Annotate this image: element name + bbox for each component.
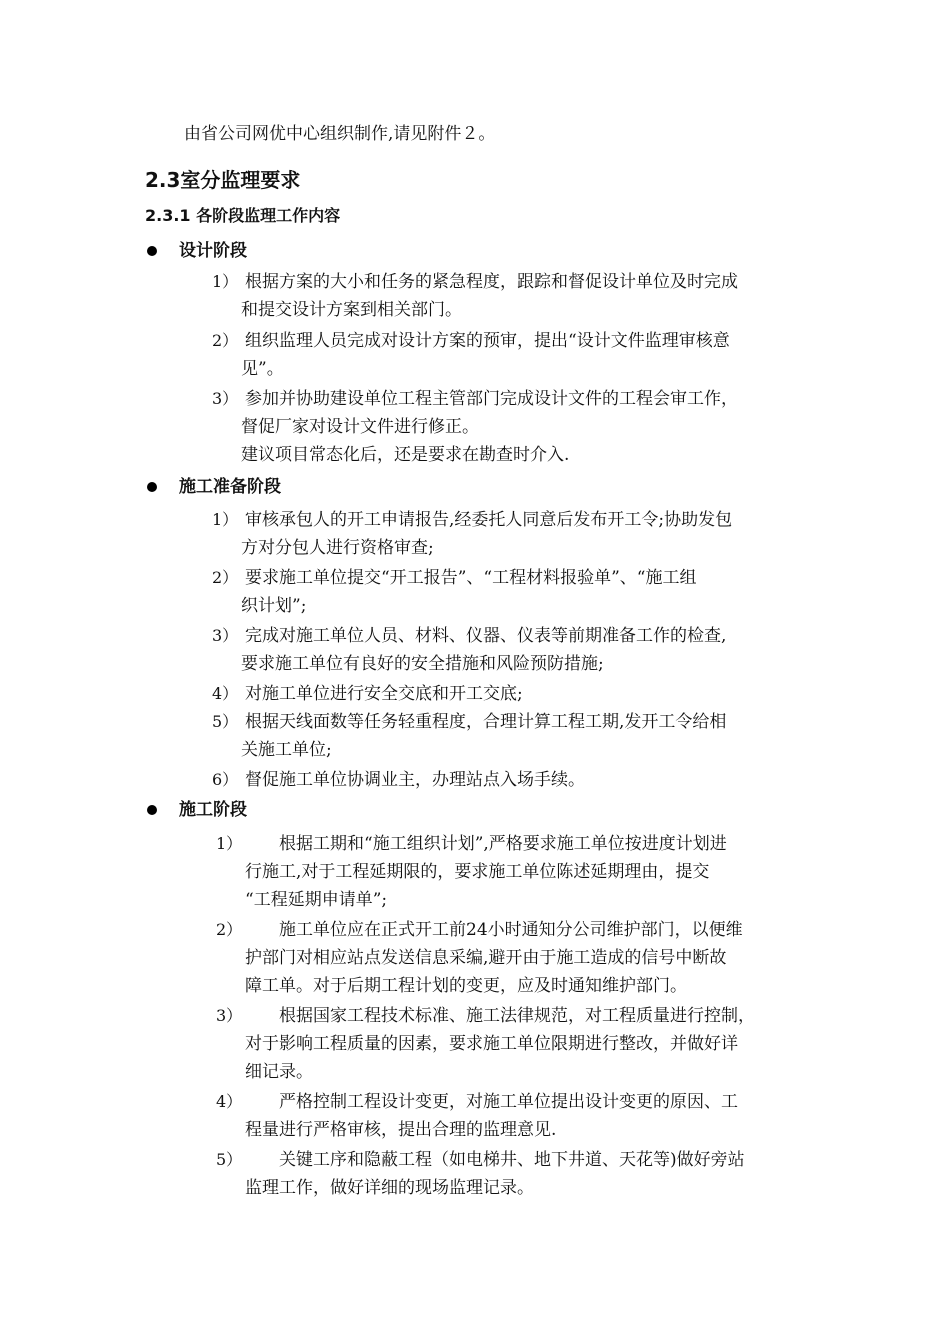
list-item-line: 督促施工单位协调业主，办理站点入场手续。 (245, 770, 585, 790)
list-item-line: 程量进行严格审核，提出合理的监理意见. (245, 1120, 557, 1140)
list-item-number: 1） (212, 510, 239, 529)
list-item-line: 织计划”; (241, 596, 307, 616)
list-item-number: 5） (216, 1150, 243, 1169)
list-item-line: 监理工作，做好详细的现场监理记录。 (245, 1178, 534, 1198)
list-item-line: 建议项目常态化后，还是要求在勘查时介入. (241, 445, 570, 465)
list-item-line: 根据天线面数等任务轻重程度，合理计算工程工期,发开工令给相 (245, 712, 727, 732)
list-item-number: 3） (212, 389, 239, 408)
list-item-line: 护部门对相应站点发送信息采编,避开由于施工造成的信号中断故 (245, 948, 727, 968)
list-item-number: 6） (212, 770, 239, 789)
list-item-number: 2） (216, 920, 243, 939)
list-item-line: 施工单位应在正式开工前24小时通知分公司维护部门，以便维 (279, 920, 743, 940)
list-item-line: 审核承包人的开工申请报告,经委托人同意后发布开工令;协助发包 (245, 510, 733, 530)
list-item-line: 督促厂家对设计文件进行修正。 (241, 417, 479, 437)
list-item-line: 关键工序和隐蔽工程（如电梯井、地下井道、天花等)做好旁站 (279, 1150, 745, 1170)
list-item-line: 障工单。对于后期工程计划的变更，应及时通知维护部门。 (245, 976, 687, 996)
list-item-number: 2） (212, 568, 239, 587)
list-item-number: 3） (212, 626, 239, 645)
list-item-line: 要求施工单位有良好的安全措施和风险预防措施; (241, 654, 604, 674)
list-item-number: 4） (216, 1092, 243, 1111)
list-item-line: 根据方案的大小和任务的紧急程度，跟踪和督促设计单位及时完成 (245, 272, 738, 292)
phase-title-preparation: 施工准备阶段 (179, 477, 281, 497)
subsection-title: 2.3.1 各阶段监理工作内容 (145, 206, 341, 225)
bullet-icon (147, 246, 157, 256)
section-title: 2.3室分监理要求 (145, 168, 301, 192)
list-item-line: 细记录。 (245, 1062, 313, 1082)
list-item-line: 严格控制工程设计变更，对施工单位提出设计变更的原因、工 (279, 1092, 738, 1112)
list-item-line: “工程延期申请单”; (245, 890, 388, 910)
list-item-line: 和提交设计方案到相关部门。 (241, 300, 462, 320)
bullet-icon (147, 482, 157, 492)
list-item-line: 关施工单位; (241, 740, 332, 760)
list-item-number: 2） (212, 331, 239, 350)
list-item-line: 对于影响工程质量的因素，要求施工单位限期进行整改，并做好详 (245, 1034, 738, 1054)
list-item-number: 4） (212, 684, 239, 703)
list-item-line: 要求施工单位提交“开工报告”、“工程材料报验单”、“施工组 (245, 568, 697, 588)
list-item-line: 对施工单位进行安全交底和开工交底; (245, 684, 523, 704)
list-item-number: 1） (212, 272, 239, 291)
list-item-line: 参加并协助建设单位工程主管部门完成设计文件的工程会审工作， (245, 389, 738, 409)
list-item-line: 根据工期和“施工组织计划”,严格要求施工单位按进度计划进 (279, 834, 727, 854)
bullet-icon (147, 805, 157, 815)
intro-text: 由省公司网优中心组织制作,请见附件２。 (184, 124, 496, 144)
list-item-line: 根据国家工程技术标准、施工法律规范，对工程质量进行控制， (279, 1006, 755, 1026)
list-item-line: 完成对施工单位人员、材料、仪器、仪表等前期准备工作的检查, (245, 626, 727, 646)
list-item-number: 1） (216, 834, 243, 853)
phase-title-design: 设计阶段 (179, 241, 247, 261)
list-item-number: 5） (212, 712, 239, 731)
list-item-number: 3） (216, 1006, 243, 1025)
list-item-line: 见”。 (241, 359, 284, 379)
list-item-line: 方对分包人进行资格审查; (241, 538, 434, 558)
phase-title-construction: 施工阶段 (179, 800, 247, 820)
list-item-line: 行施工,对于工程延期限的，要求施工单位陈述延期理由，提交 (245, 862, 710, 882)
list-item-line: 组织监理人员完成对设计方案的预审，提出“设计文件监理审核意 (245, 331, 730, 351)
